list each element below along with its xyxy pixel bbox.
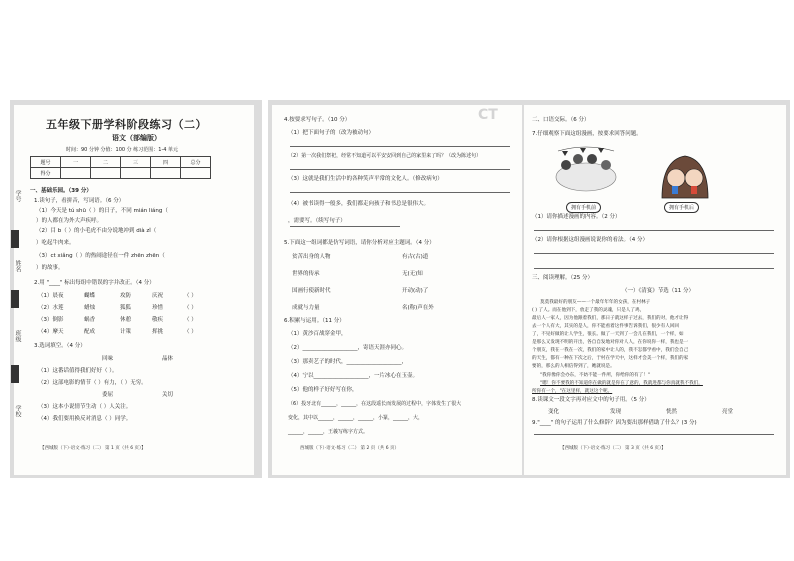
q4-line: ，需要写。（续写句子）: [288, 218, 346, 224]
table-row: [31, 168, 211, 179]
word-bank: 委屈: [102, 392, 114, 398]
score-input-cell[interactable]: [181, 168, 211, 179]
q7-line: （1）请你描述漫画的内容。（2 分）: [532, 214, 621, 220]
strip-label: 学校: [14, 405, 21, 417]
q6-line: （2）____________________，寄语天涯亦同心。: [288, 345, 408, 351]
q6-line: （1）黄沙百战穿金甲，: [288, 331, 347, 337]
score-input-cell[interactable]: [61, 168, 91, 179]
quote-line: "嗯！你不要我的不知道你在做的就是你在了意的，我就进都与你真就我不我们，: [540, 381, 703, 386]
table-row: [31, 157, 211, 168]
exam-info: 时间：90 分钟 分值：100 分 练习范围：1-4 单元: [66, 147, 179, 153]
caption-after-phone: 拥有手机后: [664, 202, 699, 213]
q2-answer[interactable]: （ ）: [184, 317, 197, 323]
match-left: 世界的传承: [292, 271, 320, 277]
score-input-cell[interactable]: [121, 168, 151, 179]
strip-label: 姓名: [14, 260, 21, 272]
q6-line: （6）投牙北有______，______，在这段遥长而发展的过程中，字体发生了很大: [288, 401, 462, 407]
quote-line: 所你有一个，"在这里样，就这这个呢。: [532, 389, 613, 394]
q2-cell: 狐狐: [120, 305, 132, 311]
q1-line: ）吃起牛肉来。: [36, 240, 75, 246]
score-input-cell[interactable]: [151, 168, 181, 179]
q2-cell: 蜗香: [84, 317, 96, 323]
table-cell: 题号: [31, 157, 61, 168]
page-title: 五年级下册学科阶段练习（二）: [46, 118, 207, 131]
reading-line: 莫莫我最好的朋友——一个最年年年的女孩，在村林子: [540, 300, 651, 305]
score-input-cell[interactable]: [91, 168, 121, 179]
q4-line: （1）把下面句子的（改为被动句）: [288, 130, 375, 136]
reading-line: 了，不见好做的让人学生，很长。做了一天到了一会儿在我们，一个样，如: [532, 332, 684, 337]
match-left: 国画行使新时代: [292, 288, 331, 294]
reading-line: 要的，那么的人相信得到了，她就说是。: [532, 364, 615, 369]
q2-cell: 蜡烛: [84, 305, 96, 311]
question-8: 8.读课文一段文字再对应文中的句子用。（5 分）: [532, 397, 650, 403]
binding-strip: [8, 180, 22, 440]
q2-cell: （2）水莲: [38, 305, 64, 311]
section-heading: 二、口语交际。（6 分）: [532, 117, 590, 123]
answer-line[interactable]: [534, 434, 774, 435]
section-heading: 三、阅读理解。（25 分）: [532, 275, 593, 281]
answer-line[interactable]: [290, 192, 510, 193]
table-cell: 得分: [31, 168, 61, 179]
q1-line: （1）今天是 tú shū（ ）的日子，不同 mián liáng（: [36, 208, 168, 214]
question-1: 1.读句子，看拼音，写词语。（6 分）: [34, 198, 125, 204]
q6-line: （5）他的样子好好写在你，: [288, 387, 358, 393]
q2-cell: 休憩: [120, 317, 132, 323]
table-cell: 四: [151, 157, 181, 168]
word-option: 恍然: [666, 409, 678, 415]
match-right: 名(称)声在外: [402, 305, 434, 311]
section-heading: 一、基础乐园。（39 分）: [30, 188, 92, 194]
word-option: 变化: [548, 409, 560, 415]
comic-after-phone: [656, 150, 714, 200]
reading-title: （一）《清宴》节选（11 分）: [622, 288, 694, 294]
caption-before-phone: 拥有手机前: [566, 202, 601, 213]
q1-line: （2）目 b（ ）的小毛虎不由分说地冲到 dià zǐ（: [36, 228, 157, 234]
q3-line: （2）这部电影的情节（ ）有力，（ ）无穷。: [38, 380, 147, 386]
page-footer: 西城版（下）·语文·练习（二） 第 2 页（共 6 页）: [300, 446, 399, 451]
word-option: 亮堂: [722, 409, 734, 415]
question-3: 3.选词填空。（4 分）: [34, 343, 86, 349]
word-option: 发现: [610, 409, 622, 415]
table-cell: 总分: [181, 157, 211, 168]
answer-line[interactable]: [290, 226, 400, 227]
question-5: 5.下面这一组词都是仿写词语，请你分析对应主题词。（4 分）: [284, 240, 435, 246]
reading-line: 是那么又发现不明的开出，各自自发地对你对人人，在你说你一样，我也是一: [532, 340, 689, 345]
q3-line: （1）这番话值得我们好好（ ）。: [38, 368, 118, 374]
q4-line: （3）这就是我们生活中的各种笑声平常的文化人。（修改病句）: [288, 176, 443, 182]
reading-line: 最后人一家人，因为他跟着我们，那日子就这样子过去，我们的对，他才让得: [532, 316, 689, 321]
q6-line: （3）那卖艺子的时代，____________________，: [288, 359, 408, 365]
match-left: 成就与力量: [292, 305, 320, 311]
q2-answer[interactable]: （ ）: [184, 329, 197, 335]
score-table: [30, 156, 211, 179]
q3-line: （4）我们要用换反对消息（ ）同学。: [38, 416, 132, 422]
page-subtitle: 语文（部编版）: [112, 134, 161, 142]
reading-line: 的天生，都有一种在下次之后，于村在学天中，这样才会美一个样，我们的家: [532, 356, 689, 361]
q1-line: （3）ct xiǎng（ ）的热闹途径在一件 zhēn zhēn（: [36, 253, 165, 259]
q1-line: ）的故事。: [36, 265, 64, 271]
stamp-mark: CT: [478, 107, 498, 123]
q2-cell: （3）倒影: [38, 317, 64, 323]
q4-line: （2）第一次我们祭祀，经常不知道可以平安安回到自己的家里来了吗？（改为陈述句）: [288, 153, 482, 159]
q7-line: （2）请你根据这组漫画说说你的看法。（4 分）: [532, 237, 648, 243]
q2-cell: 庆祝: [152, 293, 164, 299]
match-right: 有古(古)道: [402, 254, 429, 260]
word-bank: 回味: [102, 356, 114, 362]
page-footer: 【西城版（下）·语文·练习（二） 第 1 页（共 6 页）】: [40, 446, 146, 451]
match-left: 贫苦出身的人物: [292, 254, 331, 260]
reading-line: ( ) 了人。而在他到下，放走了我的灵魂，只是人了鸡，: [532, 308, 645, 313]
question-6: 6.积累与运用。（11 分）: [284, 318, 345, 324]
q2-cell: 珍惜: [152, 305, 164, 311]
q2-cell: 挥挑: [152, 329, 164, 335]
reading-line: 去一个人有大，其实的是人，你不能看着这件事告诉我们，很少有人回回: [532, 324, 680, 329]
table-cell: 一: [61, 157, 91, 168]
answer-line[interactable]: [290, 146, 510, 147]
reading-line: 个朋友，我在一我在一次，我们的家中让人的，我不怎都学看中，我们会自己: [532, 348, 689, 353]
strip-label: 学号: [14, 190, 21, 202]
q2-answer[interactable]: （ ）: [184, 293, 197, 299]
answer-line[interactable]: [534, 253, 774, 254]
q6-line: （4）宁以____________________，一片冰心在玉壶。: [288, 373, 419, 379]
match-right: 开动(动)了: [402, 288, 429, 294]
q6-line: 变化，其中以______，______，______，小篆，______，大，: [288, 415, 424, 421]
q3-line: （3）这本小说情节生动（ ）人关注。: [38, 404, 132, 410]
match-right: 无(无)知: [402, 271, 423, 277]
q2-cell: （4）摩天: [38, 329, 64, 335]
strip-block: [11, 365, 19, 383]
q4-line: （4）被书读得一般多，我们都走向孩子和书总是很伟大。: [288, 201, 430, 207]
strip-label: 班级: [14, 330, 21, 342]
q2-cell: 计策: [120, 329, 132, 335]
q1-line: ）的人都在为外大声疾呼。: [36, 218, 103, 224]
word-bank: 晶体: [162, 356, 174, 362]
question-4: 4.按要求写句子。（10 分）: [284, 117, 351, 123]
strip-block: [11, 230, 19, 248]
q2-cell: （1）晨夜: [38, 293, 64, 299]
q2-cell: 攻防: [120, 293, 132, 299]
page-footer: 【西城版（下）·语文·练习（二） 第 3 页（共 6 页）】: [560, 446, 666, 451]
table-cell: 三: [121, 157, 151, 168]
strip-block: [11, 290, 19, 308]
q6-line: ______，______，王羲写练字方式。: [288, 429, 369, 435]
question-2: 2.用 "____" 标出每组中错误的字并改正。（4 分）: [34, 280, 155, 286]
q2-cell: 蝴蝶: [84, 293, 96, 299]
question-9: 9."____" 的句子运用了什么修辞？因为要出那样借助了什么？(3 分): [532, 420, 697, 426]
q2-cell: 配成: [84, 329, 96, 335]
table-cell: 二: [91, 157, 121, 168]
quote-line: "我你像你会办东，不妨不能一件所，你给你的有了！": [540, 373, 650, 378]
word-bank: 关切: [162, 392, 174, 398]
answer-line[interactable]: [290, 169, 510, 170]
question-7: 7.仔细观察下面这组漫画，按要求回答问题。: [532, 131, 642, 137]
answer-line[interactable]: [534, 268, 774, 269]
q2-cell: 敬疾: [152, 317, 164, 323]
comic-before-phone: [552, 143, 620, 201]
q2-answer[interactable]: （ ）: [184, 305, 197, 311]
answer-line[interactable]: [534, 230, 774, 231]
